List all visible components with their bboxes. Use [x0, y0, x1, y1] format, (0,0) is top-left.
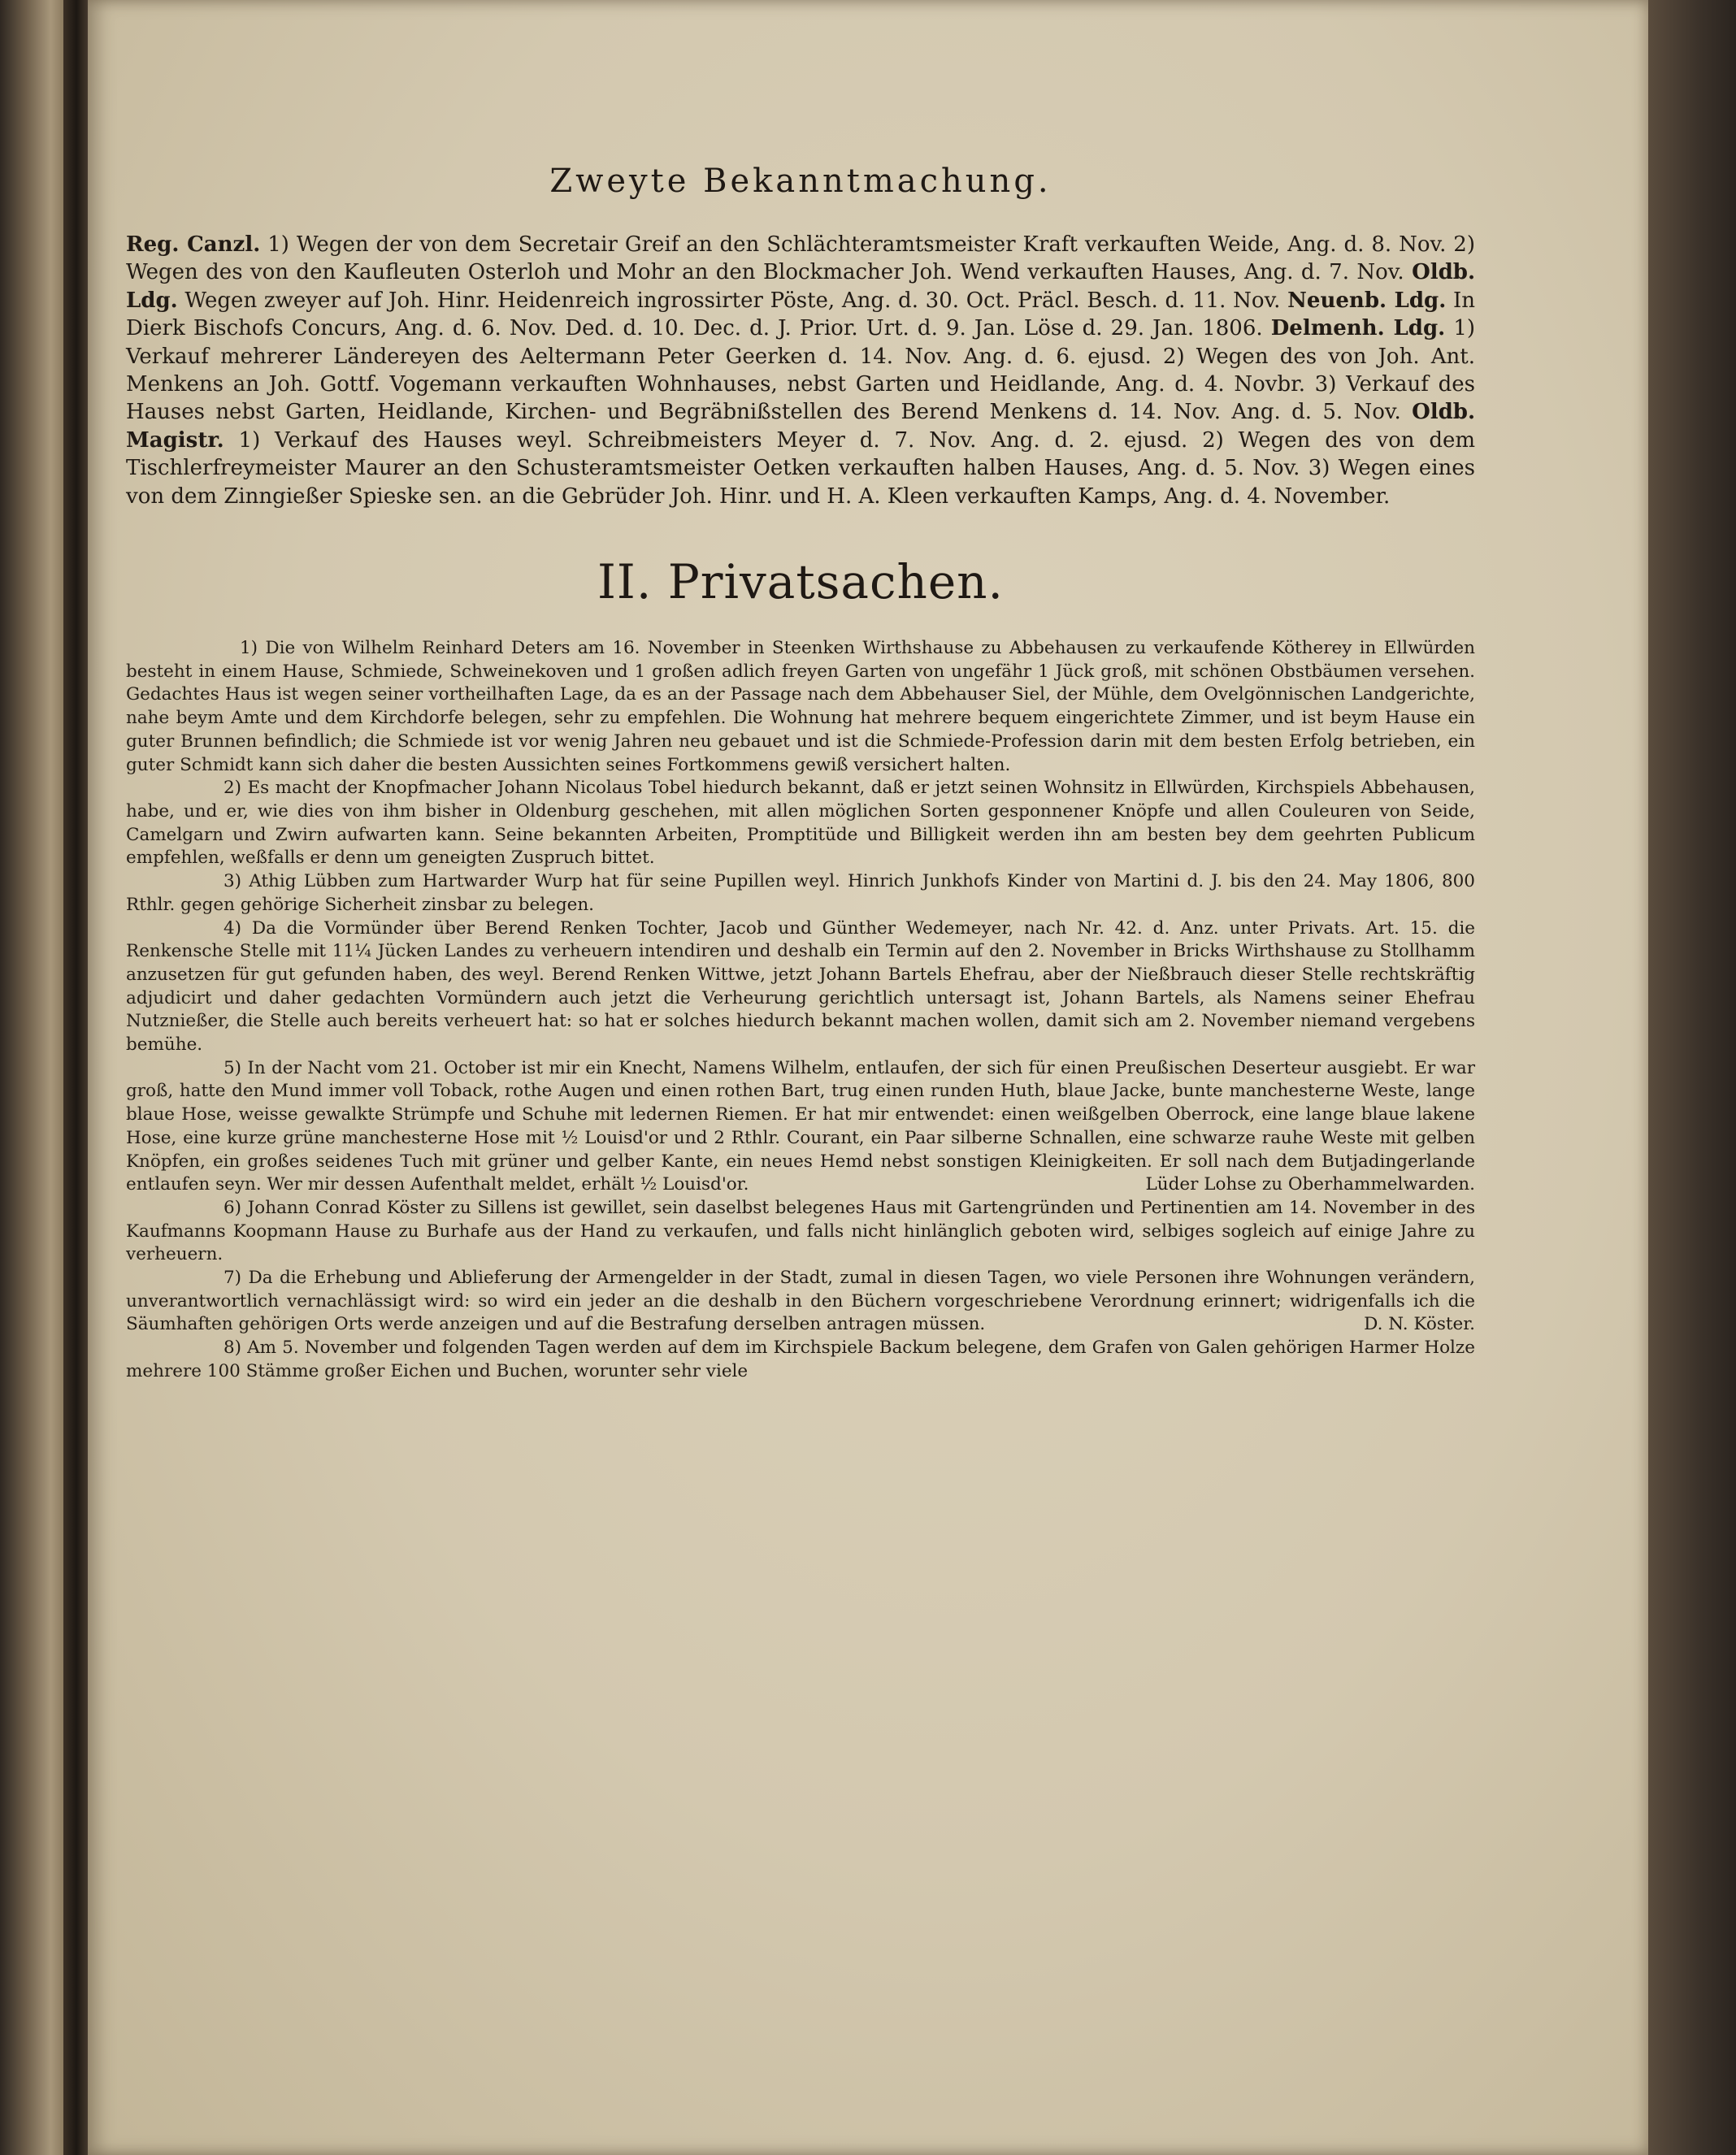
notice-text: 8) Am 5. November und folgenden Tagen werden auf dem im Kirchspiele Backum belegene, dem Grafen von Galen gehörigen Harmer Holze mehrere 100 Stämme großer Eichen und Buchen, worunter sehr viele [126, 1338, 1475, 1381]
private-notice [126, 777, 1475, 870]
notice-text: 3) Athig Lübben zum Hartwarder Wurp hat für seine Pupillen weyl. Hinrich Junkhofs Kinder von Martini d. J. bis den 24. May 1806, 800 Rthlr. gegen gehörige Sicherheit zinsbar zu belegen. [126, 871, 1475, 915]
section-heading: Zweyte Bekanntmachung. [549, 163, 1052, 200]
notice-text: 7) Da die Erhebung und Ablieferung der Armengelder in der Stadt, zumal in diesen Tagen, wo viele Personen ihre Wohnungen verändern, unverantwortlich vernachlässigt wird: so wird ein jeder an die deshalb in den Büchern vorgeschriebene Verordnung erinnert; widrigenfalls ich die Säumhaften gehörigen Orts werde anzeigen und auf die Bestrafung derselben antragen müssen. [126, 1268, 1475, 1335]
left-page-edge [0, 0, 63, 2155]
page-text [126, 154, 1475, 1384]
court-label: Delmenh. Ldg. [1270, 316, 1446, 341]
private-notice [126, 1267, 1475, 1337]
private-notice [126, 870, 1475, 917]
private-notice [126, 1197, 1475, 1267]
court-notice: Wegen zweyer auf Joh. Hinr. Heidenreich ingrossirter Pöste, Ang. d. 30. Oct. Präcl. Besch. d. 11. Nov. [184, 288, 1281, 313]
privatsachen-body [126, 637, 1475, 1384]
notice-signature: Lüder Lohse zu Oberhammelwarden. [1145, 1174, 1475, 1195]
notice-text: 6) Johann Conrad Köster zu Sillens ist gewillet, sein daselbst belegenes Haus mit Gartengründen und Pertinentien am 14. November in des Kaufmanns Koopmann Hause zu Burhafe aus der Hand zu verkaufen, und falls nicht hinlänglich geboten wird, selbiges sogleich auf einige Jahre zu verheuern. [126, 1197, 1475, 1265]
court-label: Oldb. Magistr. [126, 400, 1475, 453]
court-label: Reg. Canzl. [126, 232, 261, 257]
court-label: Oldb. Ldg. [126, 260, 1475, 313]
book-spine [63, 0, 89, 2155]
bekanntmachung-body [126, 231, 1475, 510]
court-notice: 1) Wegen der von dem Secretair Greif an den Schlächteramtsmeister Kraft verkauften Weide, Ang. d. 8. Nov. 2) Wegen des von den Kaufleuten Osterloh und Mohr an den Blockmacher Joh. Wend verkauften Hauses, Ang. d. 7. Nov. [126, 232, 1475, 285]
notice-text: 5) In der Nacht vom 21. October ist mir ein Knecht, Namens Wilhelm, entlaufen, der sich für einen Preußischen Deserteur ausgiebt. Er war groß, hatte den Mund immer voll Toback, rothe Augen und einen rothen Bart, trug einen runden Huth, blaue Jacke, bunte manchesterne Weste, lange blaue Hose, weisse gewalkte Strümpfe und Schuhe mit ledernen Riemen. Er hat mir entwendet: einen weißgelben Oberrock, eine lange blaue lakene Hose, eine kurze grüne manchesterne Hose mit ½ Louisd'or und 2 Rthlr. Courant, ein Paar silberne Schnallen, eine schwarze rauhe Weste mit gelben Knöpfen, ein großes seidenes Tuch mit grüner und gelber Kante, ein neues Hemd nebst sonstigen Kleinigkeiten. Er soll nach dem Butjadingerlande entlaufen seyn. Wer mir dessen Aufenthalt meldet, erhält ½ Louisd'or. [126, 1057, 1475, 1195]
notice-text: 2) Es macht der Knopfmacher Johann Nicolaus Tobel hiedurch bekannt, daß er jetzt seinen Wohnsitz in Ellwürden, Kirchspiels Abbehausen, habe, und er, wie dies von ihm bisher in Oldenburg geschehen, mit allen möglichen Sorten gesponnener Knöpfe und allen Couleuren von Seide, Camelgarn und Zwirn aufwarten kann. Seine bekannten Arbeiten, Promptitüde und Billigkeit werden ihn am besten bey dem geehrten Publicum empfehlen, weßfalls er denn um geneigten Zuspruch bittet. [126, 778, 1475, 869]
court-notice: 1) Verkauf des Hauses weyl. Schreibmeisters Meyer d. 7. Nov. Ang. d. 2. ejusd. 2) Wegen des von dem Tischlerfreymeister Maurer an den Schusteramtsmeister Oetken verkauften halben Hauses, Ang. d. 5. Nov. 3) Wegen eines von dem Zinngießer Spieske sen. an die Gebrüder Joh. Hinr. und H. A. Kleen verkauften Kamps, Ang. d. 4. November. [126, 427, 1476, 509]
private-notice [126, 1337, 1475, 1383]
private-notice [126, 1057, 1475, 1197]
notice-text: 1) Die von Wilhelm Reinhard Deters am 16. November in Steenken Wirthshause zu Abbehausen zu verkaufende Kötherey in Ellwürden besteht in einem Hause, Schmiede, Schweinekoven und 1 großen adlich freyen Garten von ungefähr 1 Jück groß, mit schönen Obstbäumen versehen. Gedachtes Haus ist wegen seiner vortheilhaften Lage, da es an der Passage nach dem Abbehauser Siel, der Mühle, dem Ovelgönnischen Landgerichte, nahe beym Amte und dem Kirchdorfe belegen, sehr zu empfehlen. Die Wohnung hat mehrere bequem eingerichtete Zimmer, und ist beym Hause ein guter Brunnen befindlich; die Schmiede ist vor wenig Jahren neu gebauet und ist die Schmiede-Profession darin mit dem besten Erfolg betrieben, ein guter Schmidt kann sich daher die besten Aussichten seines Fortkommens gewiß versichert halten. [126, 638, 1475, 775]
notice-signature: D. N. Köster. [1364, 1314, 1475, 1335]
private-notice [126, 917, 1475, 1057]
notice-text: 4) Da die Vormünder über Berend Renken Tochter, Jacob und Günther Wedemeyer, nach Nr. 42. d. Anz. unter Privats. Art. 15. die Renkensche Stelle mit 11¼ Jücken Landes zu verheuern intendiren und deshalb ein Termin auf den 2. November in Bricks Wirthshause zu Stollhamm anzusetzen für gut gefunden haben, des weyl. Berend Renken Wittwe, jetzt Johann Bartels Ehefrau, aber der Nießbrauch dieser Stelle rechtskräftig adjudicirt und daher gedachten Vormündern auch jetzt die Verheurung gerichtlich untersagt ist, Johann Bartels, als Namens seiner Ehefrau Nutznießer, die Stelle auch bereits verheuert hat: so hat er solches hiedurch bekannt machen wollen, damit sich am 2. November niemand vergebens bemühe. [126, 917, 1475, 1056]
court-label: Neuenb. Ldg. [1287, 288, 1447, 313]
part-title: II. Privatsachen. [597, 554, 1004, 610]
private-notice [126, 637, 1475, 777]
court-notice: 1) Verkauf mehrerer Ländereyen des Aeltermann Peter Geerken d. 14. Nov. Ang. d. 6. ejusd. 2) Wegen des von Joh. Ant. Menkens an Joh. Gottf. Vogemann verkauften Wohnhauses, nebst Garten und Heidlande, Ang. d. 4. Novbr. 3) Verkauf des Hauses nebst Garten, Heidlande, Kirchen- und Begräbnißstellen des Berend Menkens d. 14. Nov. Ang. d. 5. Nov. [126, 316, 1476, 425]
court-notice: In Dierk Bischofs Concurs, Ang. d. 6. Nov. Ded. d. 10. Dec. d. J. Prior. Urt. d. 9. Jan. Löse d. 29. Jan. 1806. [126, 288, 1475, 341]
right-page-edge [1648, 0, 1736, 2155]
